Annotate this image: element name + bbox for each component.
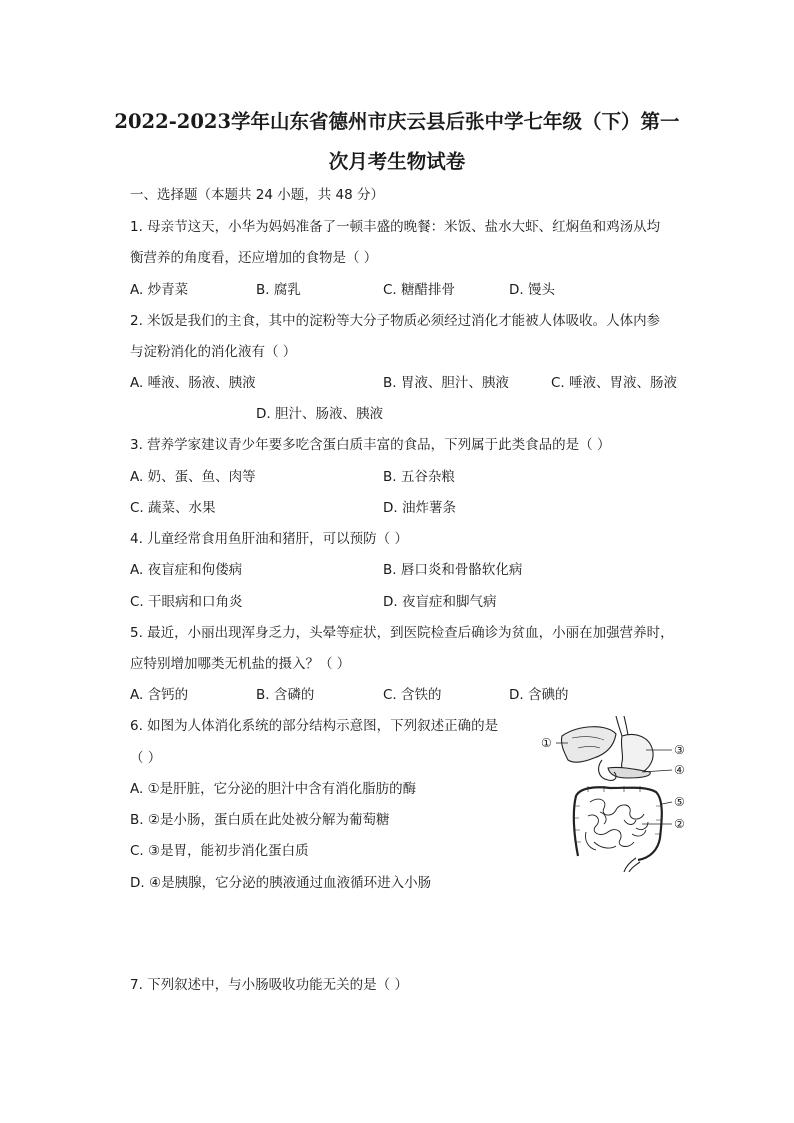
question-1-line-1: 1. 母亲节这天，小华为妈妈准备了一顿丰盛的晚餐：米饭、盐水大虾、红焖鱼和鸡汤从均: [130, 219, 661, 235]
rectum-shape: [624, 858, 640, 872]
question-1-option-d: D. 馒头: [509, 282, 555, 298]
question-5-option-a: A. 含钙的: [130, 687, 189, 703]
figure-label-4: ④: [674, 763, 685, 777]
question-5-option-d: D. 含碘的: [509, 687, 569, 703]
digestive-system-diagram: [538, 716, 698, 872]
question-7-line-1: 7. 下列叙述中，与小肠吸收功能无关的是（ ）: [130, 977, 408, 993]
page-title-line-1: 2022-2023学年山东省德州市庆云县后张中学七年级（下）第一: [114, 110, 680, 133]
question-6-option-a: A. ①是肝脏，它分泌的胆汁中含有消化脂肪的酶: [130, 781, 417, 797]
question-3-option-d: D. 油炸薯条: [383, 500, 456, 516]
question-5-option-c: C. 含铁的: [383, 687, 442, 703]
question-3-option-c: C. 蔬菜、水果: [130, 500, 216, 516]
section-heading: 一、选择题（本题共 24 小题，共 48 分）: [130, 187, 385, 203]
small-intestine-shape: [585, 799, 648, 850]
question-2-line-1: 2. 米饭是我们的主食，其中的淀粉等大分子物质必须经过消化才能被人体吸收。人体内参: [130, 313, 661, 329]
question-6-line-2: （ ）: [130, 750, 162, 766]
question-6-option-d: D. ④是胰腺，它分泌的胰液通过血液循环进入小肠: [130, 875, 432, 891]
question-3-line-1: 3. 营养学家建议青少年要多吃含蛋白质丰富的食品，下列属于此类食品的是（ ）: [130, 437, 611, 453]
question-2-line-2: 与淀粉消化的消化液有（ ）: [130, 344, 297, 360]
question-6-option-c: C. ③是胃，能初步消化蛋白质: [130, 843, 309, 859]
figure-label-5: ⑤: [674, 795, 685, 809]
question-4-option-b: B. 唇口炎和骨骼软化病: [383, 562, 523, 578]
question-1-option-a: A. 炒青菜: [130, 282, 189, 298]
question-4-line-1: 4. 儿童经常食用鱼肝油和猪肝，可以预防（ ）: [130, 531, 408, 547]
question-4-option-c: C. 干眼病和口角炎: [130, 594, 243, 610]
question-1-line-2: 衡营养的角度看，还应增加的食物是（ ）: [130, 250, 378, 266]
question-4-option-a: A. 夜盲症和佝偻病: [130, 562, 243, 578]
page-title-line-2: 次月考生物试卷: [328, 150, 466, 173]
figure-label-2: ②: [674, 817, 685, 831]
question-4-option-d: D. 夜盲症和脚气病: [383, 594, 497, 610]
liver-shape: [561, 727, 616, 762]
figure-label-1: ①: [541, 736, 552, 750]
question-1-option-b: B. 腐乳: [256, 282, 301, 298]
question-1-option-c: C. 糖醋排骨: [383, 282, 456, 298]
question-3-option-a: A. 奶、蛋、鱼、肉等: [130, 469, 256, 485]
question-5-line-1: 5. 最近，小丽出现浑身乏力，头晕等症状，到医院检查后确诊为贫血，小丽在加强营养时，: [130, 625, 674, 641]
question-2-option-a: A. 唾液、肠液、胰液: [130, 375, 256, 391]
question-6-line-1: 6. 如图为人体消化系统的部分结构示意图，下列叙述正确的是: [130, 718, 499, 734]
question-5-option-b: B. 含磷的: [256, 687, 315, 703]
question-6-option-b: B. ②是小肠，蛋白质在此处被分解为葡萄糖: [130, 812, 390, 828]
question-2-option-c: C. 唾液、胃液、肠液: [551, 375, 678, 391]
question-5-line-2: 应特别增加哪类无机盐的摄入？（ ）: [130, 656, 351, 672]
question-3-option-b: B. 五谷杂粮: [383, 469, 455, 485]
figure-label-3: ③: [674, 743, 685, 757]
esophagus-shape: [616, 716, 628, 736]
question-2-option-b: B. 胃液、胆汁、胰液: [383, 375, 509, 391]
question-2-option-d: D. 胆汁、肠液、胰液: [256, 406, 383, 422]
